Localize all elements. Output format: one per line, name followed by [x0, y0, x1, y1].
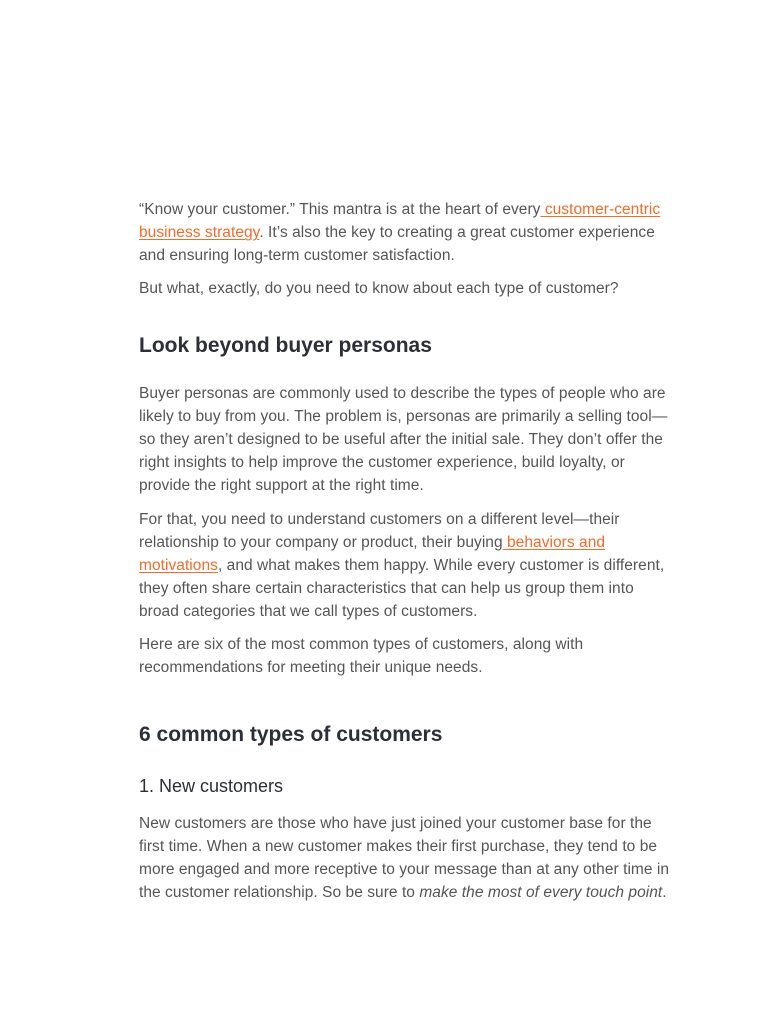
- intro-text-start: “Know your customer.” This mantra is at the heart of every: [139, 201, 541, 218]
- understand-text-end: , and what makes them happy. While every customer is different, they often share certain characteristics that can help us group them into broad categories that we call types of customers.: [139, 557, 665, 620]
- understand-text-start: For that, you need to understand customers on a different level—their relationship to your company or product, their buying: [139, 511, 620, 551]
- new-customers-text-start: New customers are those who have just joined your customer base for the first time. When a new customer makes their first purchase, they tend to be more engaged and more receptive to your message than at any other time in the customer relationship. So be sure to: [139, 815, 670, 901]
- six-types-intro-paragraph: Here are six of the most common types of customers, along with recommendations for meeting their unique needs.: [139, 636, 584, 676]
- buyer-personas-paragraph: Buyer personas are commonly used to describe the types of people who are likely to buy from you. The problem is, personas are primarily a selling tool—so they aren’t designed to be useful after the initial sale. They don’t offer the right insights to help improve the customer experience, build loyalty, or provide the right support at the right time.: [139, 385, 668, 494]
- section-heading-six-types: 6 common types of customers: [139, 723, 443, 746]
- behaviors-motivations-link[interactable]: behaviors and motivations: [139, 534, 606, 574]
- new-customers-text-end: .: [662, 884, 667, 901]
- new-customers-paragraph: [139, 812, 675, 904]
- customer-centric-strategy-link[interactable]: customer-centric business strategy: [139, 201, 661, 241]
- subheading-new-customers: 1. New customers: [139, 776, 284, 796]
- intro-question-paragraph: But what, exactly, do you need to know about each type of customer?: [139, 280, 619, 297]
- intro-paragraph: [139, 198, 675, 267]
- intro-text-end: . It’s also the key to creating a great customer experience and ensuring long-term customer satisfaction.: [139, 224, 655, 264]
- understand-customers-paragraph: [139, 508, 675, 623]
- section-heading-buyer-personas: Look beyond buyer personas: [139, 334, 432, 357]
- article-body: [139, 198, 675, 904]
- new-customers-emphasis: make the most of every touch point: [419, 884, 663, 901]
